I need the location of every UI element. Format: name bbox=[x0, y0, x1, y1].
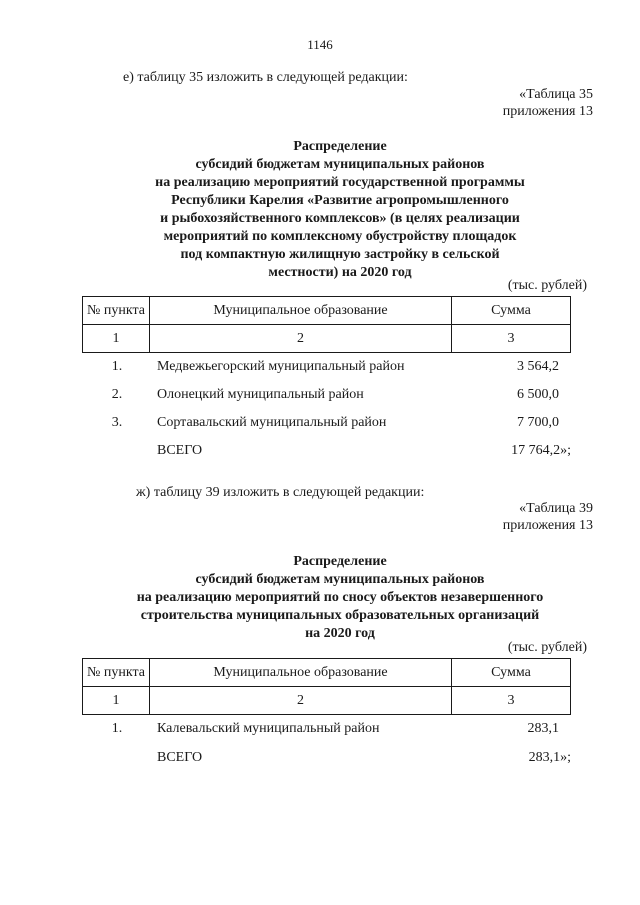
column-number-cell: 1 bbox=[83, 687, 150, 715]
header-cell-municipality: Муниципальное образование bbox=[150, 297, 452, 325]
title-line: местности) на 2020 год bbox=[268, 265, 412, 280]
table-total-row bbox=[82, 750, 571, 770]
title-line: под компактную жилищную застройку в сельской bbox=[180, 247, 500, 262]
row-municipality: Калевальский муниципальный район bbox=[157, 721, 380, 736]
section-zh-table-ref: «Таблица 39 bbox=[519, 501, 593, 516]
section-zh-instruction: ж) таблицу 39 изложить в следующей редакции: bbox=[136, 485, 425, 500]
header-cell-number: № пункта bbox=[83, 659, 150, 687]
column-number-cell: 2 bbox=[150, 687, 452, 715]
title-line: на 2020 год bbox=[305, 626, 375, 641]
section-zh-title bbox=[110, 553, 570, 643]
header-cell-number: № пункта bbox=[83, 297, 150, 325]
row-municipality: Олонецкий муниципальный район bbox=[157, 387, 364, 402]
table-row bbox=[82, 387, 571, 407]
table-row bbox=[82, 721, 571, 741]
total-label: ВСЕГО bbox=[157, 750, 203, 765]
header-row bbox=[83, 297, 571, 325]
header-row bbox=[83, 659, 571, 687]
section-e-title bbox=[110, 138, 570, 282]
title-line: на реализацию мероприятий государственной программы bbox=[155, 175, 525, 190]
row-municipality: Медвежьегорский муниципальный район bbox=[157, 359, 405, 374]
section-e-appendix-ref: приложения 13 bbox=[502, 104, 593, 119]
section-e-instruction: е) таблицу 35 изложить в следующей редакции: bbox=[123, 70, 408, 85]
section-zh-units: (тыс. рублей) bbox=[507, 640, 587, 655]
row-sum: 283,1 bbox=[527, 721, 559, 736]
column-number-cell: 3 bbox=[452, 325, 571, 353]
header-cell-municipality: Муниципальное образование bbox=[150, 659, 452, 687]
total-label: ВСЕГО bbox=[157, 443, 203, 458]
title-line: мероприятий по комплексному обустройству площадок bbox=[163, 229, 517, 244]
column-number-cell: 1 bbox=[83, 325, 150, 353]
row-sum: 3 564,2 bbox=[517, 359, 559, 374]
row-number: 1. bbox=[111, 721, 123, 736]
section-zh-appendix-ref: приложения 13 bbox=[502, 518, 593, 533]
row-municipality: Сортавальский муниципальный район bbox=[157, 415, 387, 430]
title-line: субсидий бюджетам муниципальных районов bbox=[195, 572, 485, 587]
title-line: Распределение bbox=[293, 139, 387, 154]
total-sum: 283,1»; bbox=[528, 750, 571, 765]
page-number: 1146 bbox=[307, 37, 333, 52]
row-number: 2. bbox=[111, 387, 123, 402]
section-zh-table-header bbox=[82, 658, 571, 715]
section-e-units: (тыс. рублей) bbox=[507, 278, 587, 293]
column-number-cell: 2 bbox=[150, 325, 452, 353]
section-e-table-header bbox=[82, 296, 571, 353]
row-sum: 7 700,0 bbox=[517, 415, 559, 430]
row-number: 3. bbox=[111, 415, 123, 430]
table-row bbox=[82, 415, 571, 435]
table-row bbox=[82, 359, 571, 379]
row-sum: 6 500,0 bbox=[517, 387, 559, 402]
column-number-cell: 3 bbox=[452, 687, 571, 715]
section-e-table-ref: «Таблица 35 bbox=[519, 87, 593, 102]
title-line: и рыбохозяйственного комплексов» (в целях реализации bbox=[160, 211, 520, 226]
title-line: на реализацию мероприятий по сносу объектов незавершенного bbox=[136, 590, 544, 605]
column-number-row bbox=[83, 325, 571, 353]
title-line: строительства муниципальных образовательных организаций bbox=[140, 608, 540, 623]
title-line: Республики Карелия «Развитие агропромышленного bbox=[171, 193, 509, 208]
row-number: 1. bbox=[111, 359, 123, 374]
title-line: Распределение bbox=[293, 554, 387, 569]
column-number-row bbox=[83, 687, 571, 715]
header-cell-sum: Сумма bbox=[452, 659, 571, 687]
header-cell-sum: Сумма bbox=[452, 297, 571, 325]
table-total-row bbox=[82, 443, 571, 463]
title-line: субсидий бюджетам муниципальных районов bbox=[195, 157, 485, 172]
total-sum: 17 764,2»; bbox=[511, 443, 571, 458]
